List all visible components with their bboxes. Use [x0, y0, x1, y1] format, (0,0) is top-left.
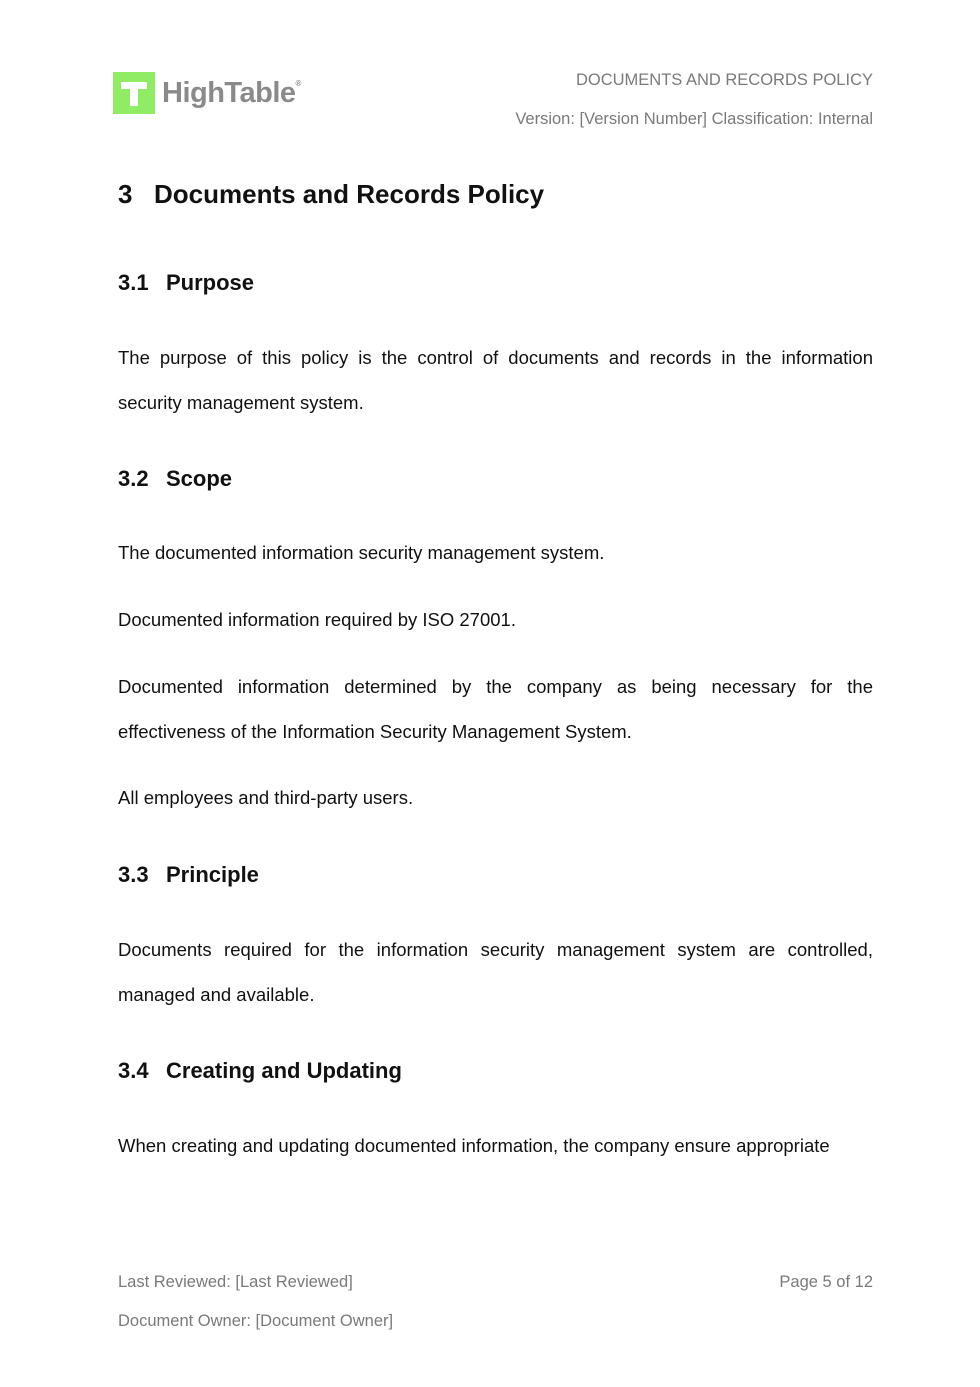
subsection-number: 3.3 [118, 862, 149, 887]
subsection-heading-creating-updating [118, 1058, 402, 1084]
document-owner: Document Owner: [Document Owner] [118, 1312, 394, 1330]
paragraph: The purpose of this policy is the control of documents and records in the information security management system. [118, 347, 873, 413]
logo-text: HighTable® [162, 76, 301, 109]
company-logo [113, 72, 301, 114]
subsection-number: 3.4 [118, 1058, 149, 1083]
subsection-title: Purpose [166, 270, 255, 295]
paragraph: Documents required for the information security management system are controlled, managed and available. [118, 939, 873, 1005]
subsection-heading-principle [118, 862, 259, 888]
subsection-heading-scope [118, 466, 232, 492]
paragraph: When creating and updating documented information, the company ensure appropriate [118, 1135, 830, 1156]
page-number: Page 5 of 12 [779, 1273, 873, 1291]
section-number: 3 [118, 179, 133, 209]
paragraph: Documented information determined by the company as being necessary for the effectiveness of the Information Security Management System. [118, 676, 873, 742]
subsection-number: 3.1 [118, 270, 149, 295]
last-reviewed: Last Reviewed: [Last Reviewed] [118, 1273, 353, 1291]
document-title: DOCUMENTS AND RECORDS POLICY [575, 71, 873, 89]
paragraph: Documented information required by ISO 27001. [118, 609, 516, 630]
paragraph: All employees and third-party users. [118, 787, 414, 808]
logo-mark-icon [113, 72, 155, 114]
subsection-title: Creating and Updating [166, 1058, 402, 1083]
subsection-heading-purpose [118, 270, 254, 296]
subsection-title: Scope [166, 466, 233, 491]
section-heading [118, 179, 544, 210]
subsection-title: Principle [166, 862, 259, 887]
registered-mark: ® [295, 78, 301, 88]
version-classification: Version: [Version Number] Classification: Internal [515, 110, 873, 128]
paragraph: The documented information security management system. [118, 542, 605, 563]
section-title: Documents and Records Policy [154, 179, 545, 209]
subsection-number: 3.2 [118, 466, 149, 491]
